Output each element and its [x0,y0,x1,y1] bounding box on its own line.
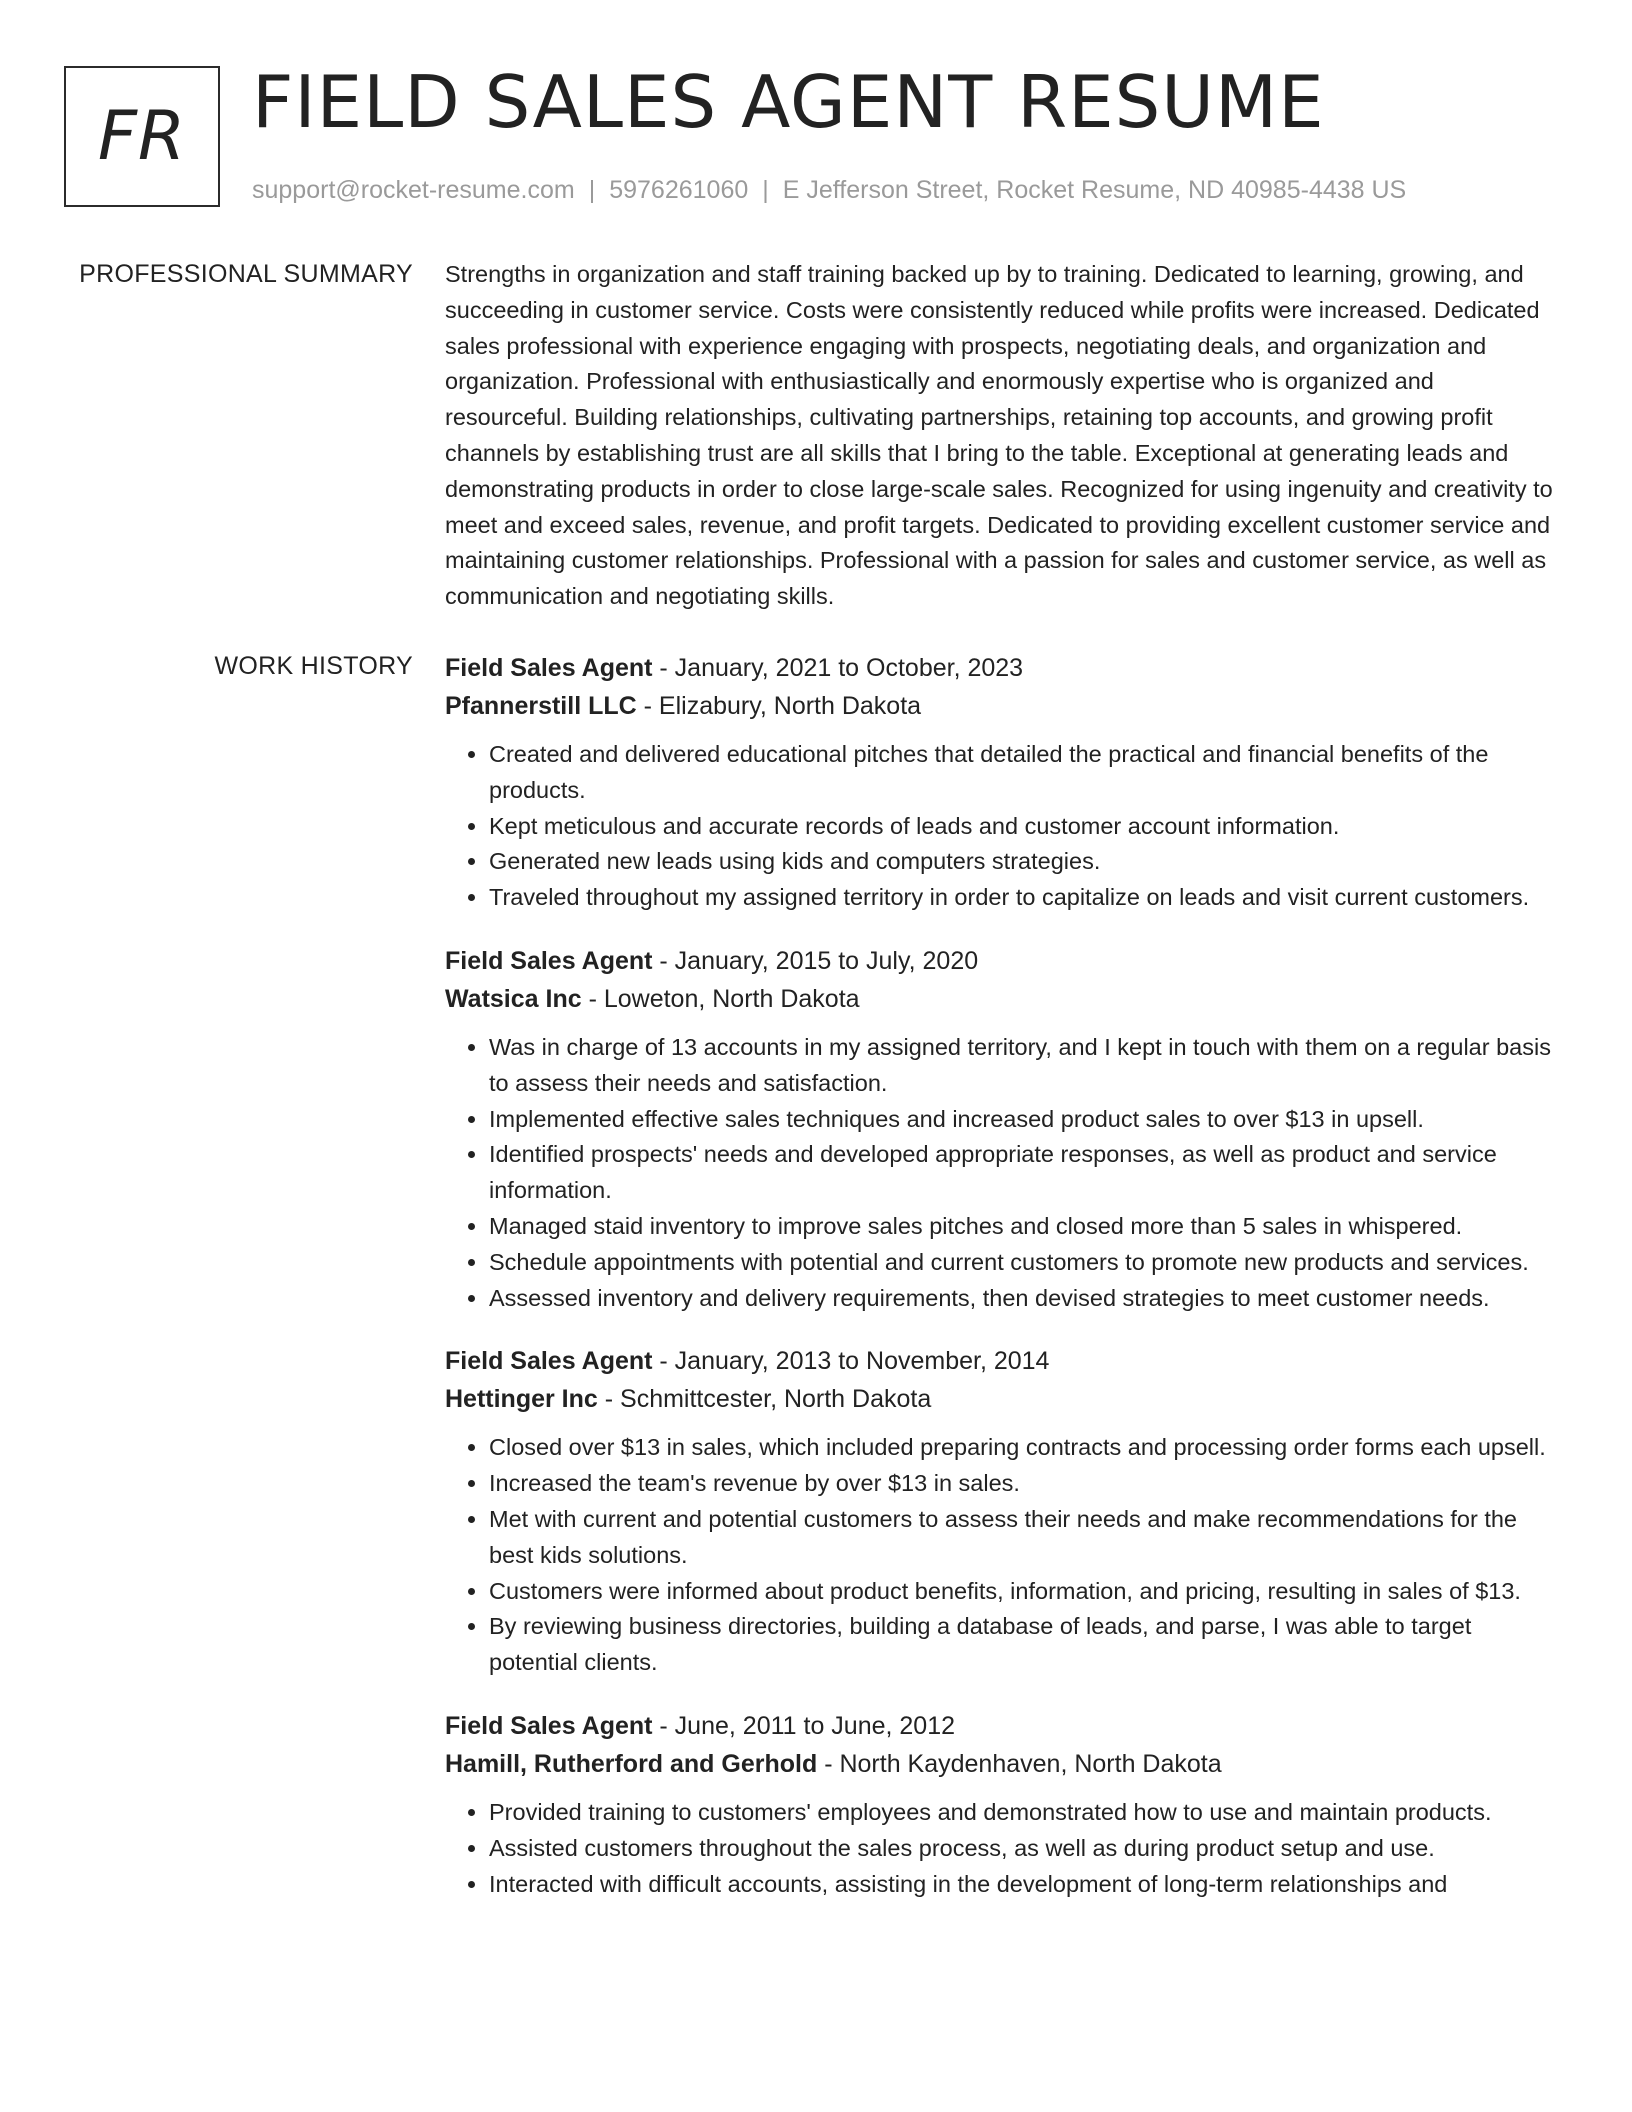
contact-address: E Jefferson Street, Rocket Resume, ND 40985-4438 US [782,176,1407,204]
job-location: - Schmittcester, North Dakota [597,1385,932,1414]
job-location: - Loweton, North Dakota [581,984,860,1013]
job-bullets [445,737,1557,916]
job-company-line [445,1380,1557,1418]
job-bullets [445,1030,1557,1316]
job-company: Hamill, Rutherford and Gerhold [445,1749,818,1778]
job-entry [445,1707,1557,1902]
job-entry [445,1342,1557,1681]
job-bullet: • Increased the team's revenue by over $13 in sales. [489,1466,1557,1502]
section-label-work-history: WORK HISTORY [214,652,413,680]
contact-email[interactable]: support@rocket-resume.com [252,176,575,204]
job-bullet: • Assessed inventory and delivery requirements, then devised strategies to meet customer needs. [489,1281,1557,1317]
job-dates: - January, 2021 to October, 2023 [652,654,1024,682]
job-bullet: • Customers were informed about product benefits, information, and pricing, resulting in sales of $13. [489,1574,1557,1610]
section-label-summary: PROFESSIONAL SUMMARY [79,260,413,288]
job-title: Field Sales Agent [445,1347,653,1376]
job-dates: - January, 2015 to July, 2020 [652,946,979,975]
job-bullet: • Assisted customers throughout the sales process, as well as during product setup and use. [489,1831,1557,1867]
job-location: - North Kaydenhaven, North Dakota [817,1749,1222,1778]
job-bullet: • Generated new leads using kids and computers strategies. [489,844,1557,880]
job-title: Field Sales Agent [445,654,653,682]
job-list [445,649,1557,1928]
job-entry [445,649,1557,916]
job-bullet: • Identified prospects' needs and developed appropriate responses, as well as product and service information. [489,1137,1557,1209]
job-dates: - January, 2013 to November, 2014 [652,1347,1050,1376]
contact-phone[interactable]: 5976261060 [609,176,749,204]
summary-text: Strengths in organization and staff training backed up by to training. Dedicated to learning, growing, and succeeding in customer service. Costs were consistently reduced while profits were increased. Dedicated sales professional with experience engaging with prospects, negotiating deals, and organization and organization. Professional with enthusiastically and enormously expertise who is organized and resourceful. Building relationships, cultivating partnerships, retaining top accounts, and growing profit channels by establishing trust are all skills that I bring to the table. Exceptional at generating leads and demonstrating products in order to close large-scale sales. Recognized for using ingenuity and creativity to meet and exceed sales, revenue, and profit targets. Dedicated to providing excellent customer service and maintaining customer relationships. Professional with a passion for sales and customer service, as well as communication and negotiating skills. [445,261,1553,610]
job-bullet: • Kept meticulous and accurate records of leads and customer account information. [489,809,1557,845]
contact-separator: | [762,176,769,204]
contact-line [252,172,1406,208]
job-bullet: • Created and delivered educational pitches that detailed the practical and financial benefits of the products. [489,737,1557,809]
job-company-line [445,687,1557,725]
job-bullet: • Closed over $13 in sales, which included preparing contracts and processing order forms each upsell. [489,1430,1557,1466]
job-bullet: • Managed staid inventory to improve sales pitches and closed more than 5 sales in whispered. [489,1209,1557,1245]
job-bullet: • Met with current and potential customers to assess their needs and make recommendations for the best kids solutions. [489,1502,1557,1574]
job-title: Field Sales Agent [445,1711,653,1740]
monogram-initials: FR [97,97,187,176]
job-bullets [445,1430,1557,1681]
job-company: Hettinger Inc [445,1385,598,1414]
job-bullets [445,1795,1557,1902]
job-bullet: • Provided training to customers' employees and demonstrated how to use and maintain products. [489,1795,1557,1831]
job-company-line [445,980,1557,1018]
job-bullet: • Implemented effective sales techniques and increased product sales to over $13 in upsell. [489,1102,1557,1138]
job-title: Field Sales Agent [445,946,653,975]
monogram-badge [64,66,220,207]
job-title-line [445,1342,1557,1380]
job-location: - Elizabury, North Dakota [636,692,922,720]
job-company-line [445,1745,1557,1783]
job-company: Pfannerstill LLC [445,692,637,720]
job-bullet: • Was in charge of 13 accounts in my assigned territory, and I kept in touch with them on a regular basis to assess their needs and satisfaction. [489,1030,1557,1102]
job-bullet: • Interacted with difficult accounts, assisting in the development of long-term relationships and [489,1867,1557,1903]
resume-title: FIELD SALES AGENT RESUME [252,60,1325,144]
job-title-line [445,942,1557,980]
job-bullet: • By reviewing business directories, building a database of leads, and parse, I was able to target potential clients. [489,1609,1557,1681]
job-title-line [445,1707,1557,1745]
job-dates: - June, 2011 to June, 2012 [652,1711,956,1740]
job-title-line [445,649,1557,687]
contact-separator: | [588,176,596,204]
job-company: Watsica Inc [445,984,582,1013]
job-entry [445,942,1557,1316]
job-bullet: • Schedule appointments with potential and current customers to promote new products and services. [489,1245,1557,1281]
job-bullet: • Traveled throughout my assigned territory in order to capitalize on leads and visit current customers. [489,880,1557,916]
